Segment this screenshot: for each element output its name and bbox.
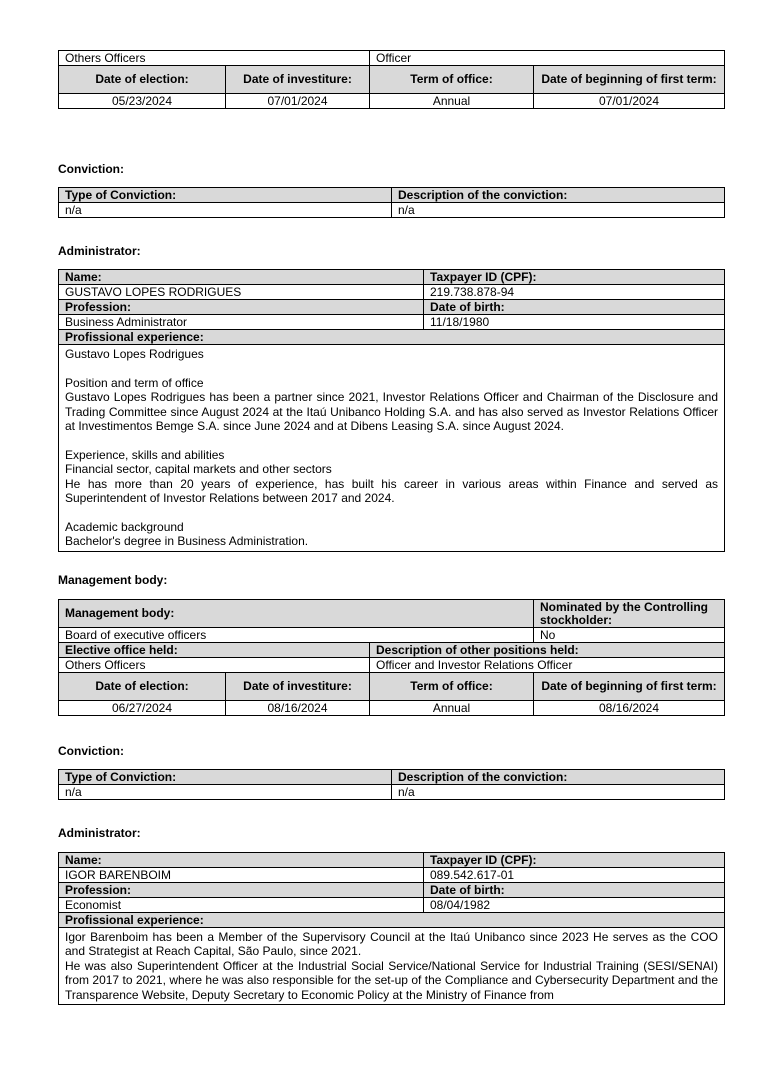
name-label: Name: — [59, 270, 424, 285]
cpf-label: Taxpayer ID (CPF): — [424, 853, 725, 868]
elective-office-value: Others Officers — [59, 658, 370, 673]
description-of-conviction-label: Description of the conviction: — [392, 188, 725, 203]
term-of-office-header: Term of office: — [370, 673, 534, 701]
cpf-label: Taxpayer ID (CPF): — [424, 270, 725, 285]
experience-paragraph: He has more than 20 years of experience, has built his career in various areas within Finance and served as Superintendent of Investor Relations between 2017 and 2024. — [65, 476, 718, 506]
term-of-office-value: Annual — [370, 701, 534, 716]
name-label: Name: — [59, 853, 424, 868]
first-term-header: Date of beginning of first term: — [534, 673, 725, 701]
other-positions-value: Officer and Investor Relations Officer — [370, 658, 725, 673]
management-body-heading: Management body: — [58, 573, 168, 587]
elective-office-value: Others Officers — [59, 51, 370, 66]
management-body-value: Board of executive officers — [59, 628, 534, 643]
administrator-table — [58, 269, 724, 552]
description-of-conviction-value: n/a — [392, 203, 725, 218]
cpf-value: 089.542.617-01 — [424, 868, 725, 883]
type-of-conviction-label: Type of Conviction: — [59, 770, 392, 785]
profession-value: Economist — [59, 898, 424, 913]
nominated-by-controlling-value: No — [534, 628, 725, 643]
experience-paragraph: Financial sector, capital markets and other sectors — [65, 462, 332, 477]
date-of-birth-label: Date of birth: — [424, 300, 725, 315]
type-of-conviction-value: n/a — [59, 203, 392, 218]
experience-paragraph: Gustavo Lopes Rodrigues has been a partner since 2021, Investor Relations Officer and Chairman of the Disclosure and Trading Committee since August 2024 at the Itaú Unibanco Holding S.A. and has also served as Investor Relations Officer at Investimentos Bemge S.A. since June 2024 and at Dibens Leasing S.A. since August 2024. — [65, 390, 718, 434]
date-of-birth-value: 11/18/1980 — [424, 315, 725, 330]
other-positions-label: Description of other positions held: — [370, 643, 725, 658]
first-term-header: Date of beginning of first term: — [534, 66, 725, 94]
cpf-value: 219.738.878-94 — [424, 285, 725, 300]
management-body-table — [58, 599, 724, 716]
conviction-heading: Conviction: — [58, 744, 124, 758]
professional-experience-label: Profissional experience: — [59, 330, 725, 345]
top-position-table — [58, 50, 724, 109]
profession-label: Profession: — [59, 300, 424, 315]
administrator-heading: Administrator: — [58, 244, 141, 258]
professional-experience-label: Profissional experience: — [59, 913, 725, 928]
date-of-investiture-value: 07/01/2024 — [226, 94, 370, 109]
date-of-election-header: Date of election: — [59, 673, 226, 701]
conviction-table — [58, 187, 724, 218]
type-of-conviction-label: Type of Conviction: — [59, 188, 392, 203]
elective-office-label: Elective office held: — [59, 643, 370, 658]
administrator-table — [58, 852, 724, 1005]
experience-paragraph: Academic background — [65, 519, 184, 534]
professional-experience-text — [59, 928, 725, 1005]
experience-paragraph: Igor Barenboim has been a Member of the Supervisory Council at the Itaú Unibanco since 2023 He serves as the COO and Strategist at Reach Capital, São Paulo, since 2021. — [65, 930, 718, 959]
experience-paragraph: He was also Superintendent Officer at the Industrial Social Service/National Service for Industrial Training (SESI/SENAI) from 2017 to 2021, where he was also responsible for the set-up of the Compliance and Cybersecurity Department and the Transparence Website, Deputy Secretary to Economic Policy at the Ministry of Finance from — [65, 958, 718, 1002]
conviction-table — [58, 769, 724, 800]
term-of-office-value: Annual — [370, 94, 534, 109]
management-body-label: Management body: — [59, 600, 534, 628]
date-of-birth-label: Date of birth: — [424, 883, 725, 898]
date-of-investiture-value: 08/16/2024 — [226, 701, 370, 716]
nominated-by-controlling-label: Nominated by the Controlling stockholder: — [534, 600, 725, 628]
date-of-investiture-header: Date of investiture: — [226, 673, 370, 701]
first-term-value: 08/16/2024 — [534, 701, 725, 716]
first-term-value: 07/01/2024 — [534, 94, 725, 109]
date-of-birth-value: 08/04/1982 — [424, 898, 725, 913]
profession-label: Profession: — [59, 883, 424, 898]
experience-paragraph: Bachelor's degree in Business Administration. — [65, 534, 309, 549]
date-of-election-value: 06/27/2024 — [59, 701, 226, 716]
professional-experience-text — [59, 345, 725, 552]
other-positions-value: Officer — [370, 51, 725, 66]
name-value: GUSTAVO LOPES RODRIGUES — [59, 285, 424, 300]
date-of-election-header: Date of election: — [59, 66, 226, 94]
date-of-election-value: 05/23/2024 — [59, 94, 226, 109]
date-of-investiture-header: Date of investiture: — [226, 66, 370, 94]
experience-paragraph: Experience, skills and abilities — [65, 447, 225, 462]
experience-paragraph: Position and term of office — [65, 375, 204, 390]
type-of-conviction-value: n/a — [59, 785, 392, 800]
experience-paragraph: Gustavo Lopes Rodrigues — [65, 347, 204, 361]
description-of-conviction-value: n/a — [392, 785, 725, 800]
profession-value: Business Administrator — [59, 315, 424, 330]
administrator-heading: Administrator: — [58, 826, 141, 840]
conviction-heading: Conviction: — [58, 162, 124, 176]
description-of-conviction-label: Description of the conviction: — [392, 770, 725, 785]
name-value: IGOR BARENBOIM — [59, 868, 424, 883]
term-of-office-header: Term of office: — [370, 66, 534, 94]
